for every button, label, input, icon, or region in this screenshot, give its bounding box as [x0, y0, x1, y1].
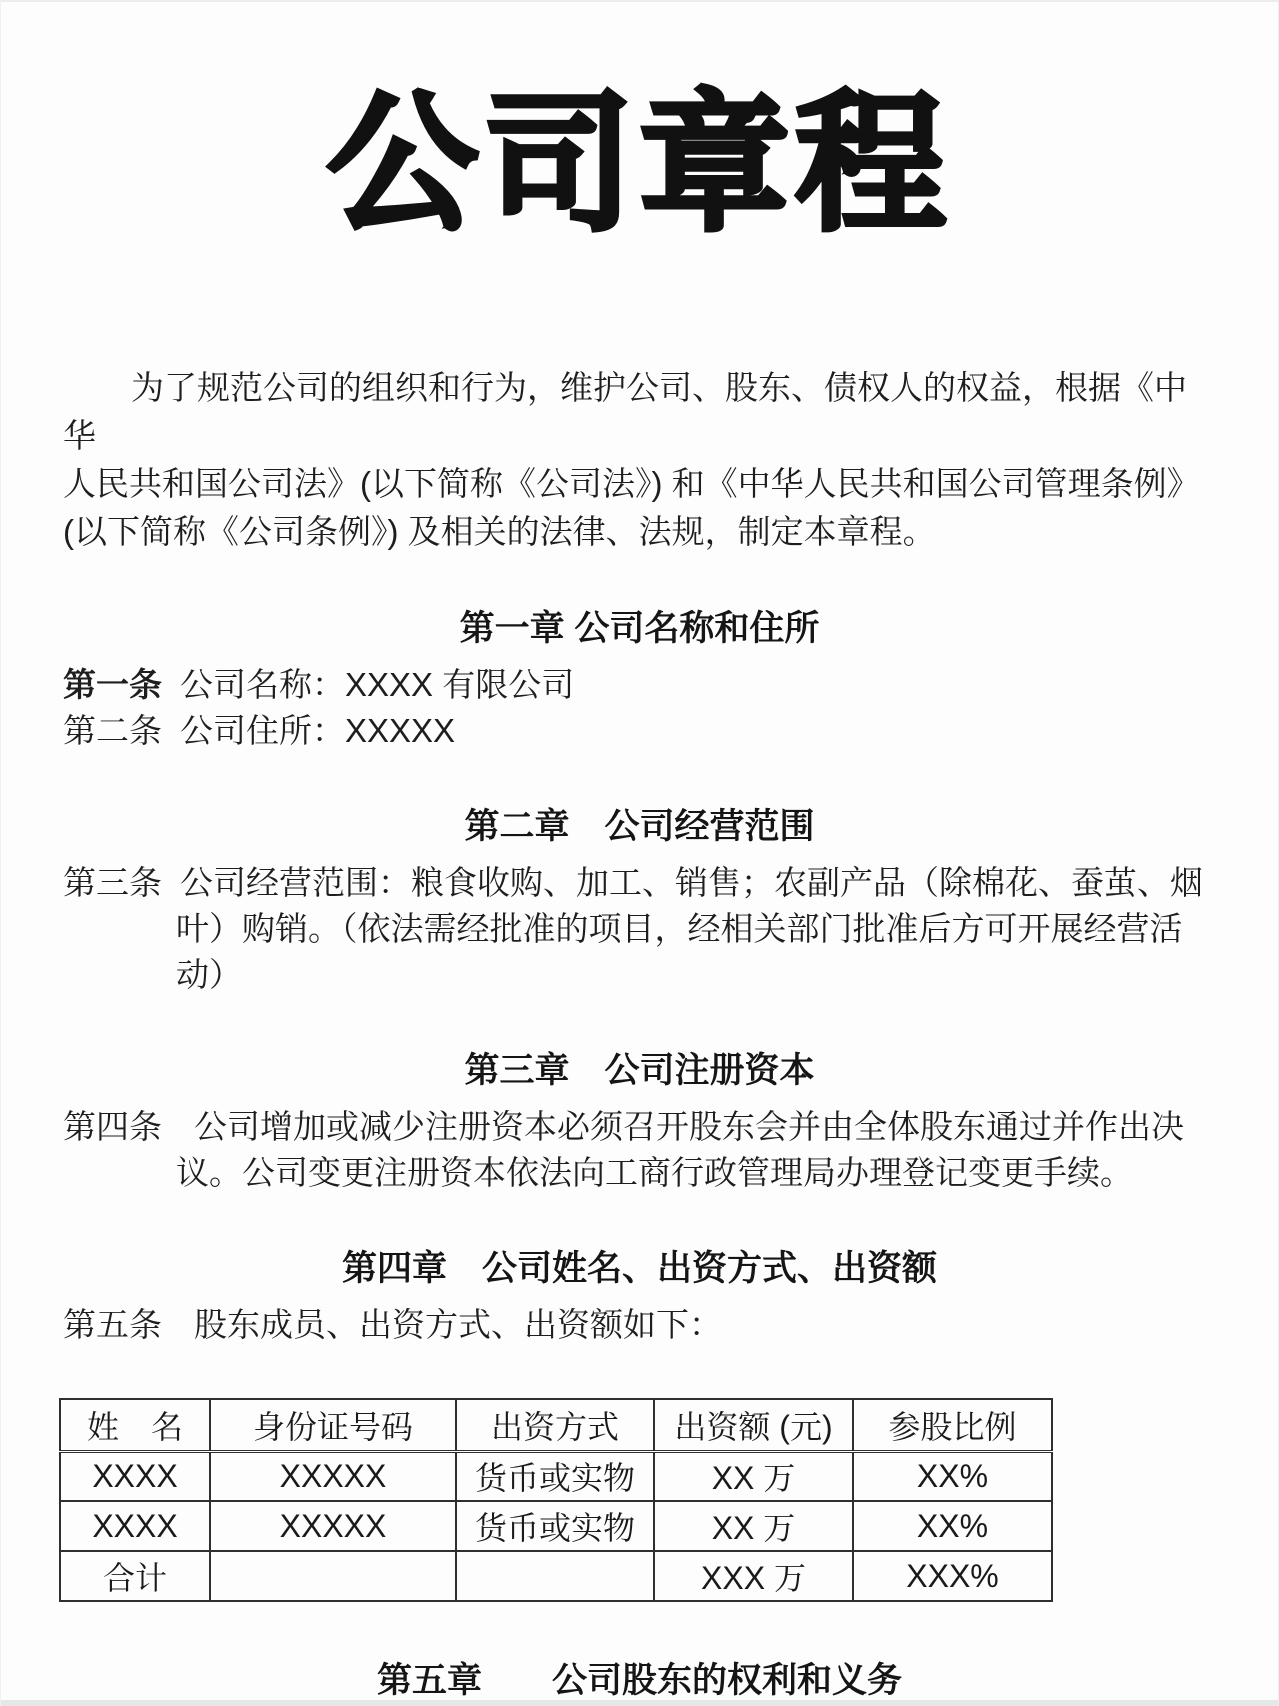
- table-header-name: 姓 名: [60, 1399, 210, 1451]
- chapter-heading-2: 第二章 公司经营范围: [464, 807, 815, 846]
- table-row: [60, 1451, 1052, 1501]
- table-header-contribution-amount: 出资额 (元): [654, 1399, 853, 1451]
- table-cell: XX%: [853, 1501, 1052, 1551]
- page-bottom-edge: [1, 1700, 1278, 1706]
- article-4-label: 第四条: [63, 1108, 162, 1145]
- document-title: 公司章程: [327, 80, 952, 248]
- table-cell: XX 万: [654, 1451, 853, 1501]
- article-1: [63, 662, 1214, 708]
- intro-line: 人民共和国公司法》(以下简称《公司法》) 和《中华人民共和国公司管理条例》: [63, 465, 1200, 502]
- article-1-text: 公司名称：XXXX 有限公司: [180, 666, 575, 703]
- article-5: [63, 1302, 1214, 1348]
- article-3-text-line: 动）: [176, 956, 242, 993]
- table-cell: XXXX: [60, 1501, 210, 1551]
- article-5-text: 股东成员、出资方式、出资额如下：: [194, 1306, 722, 1343]
- table-row-total: [60, 1551, 1052, 1601]
- article-2-text: 公司住所：XXXXX: [180, 712, 456, 749]
- shareholder-table: [59, 1398, 1053, 1602]
- article-4-text-line: 议。公司变更注册资本依法向工商行政管理局办理登记变更手续。: [176, 1154, 1133, 1191]
- article-5-label: 第五条: [63, 1306, 162, 1343]
- article-2-label: 第二条: [63, 712, 162, 749]
- table-cell: 货币或实物: [456, 1501, 654, 1551]
- chapter-heading-4: 第四章 公司姓名、出资方式、出资额: [341, 1249, 937, 1288]
- article-2: [63, 708, 1214, 754]
- table-header-share-ratio: 参股比例: [853, 1399, 1052, 1451]
- article-4-text-line: 公司增加或减少注册资本必须召开股东会并由全体股东通过并作出决: [194, 1108, 1184, 1145]
- table-cell: XXXX: [60, 1451, 210, 1501]
- table-row: [60, 1501, 1052, 1551]
- table-cell: XX%: [853, 1451, 1052, 1501]
- table-cell: XXXXX: [210, 1451, 456, 1501]
- table-header-contribution-method: 出资方式: [456, 1399, 654, 1451]
- table-header-id-number: 身份证号码: [210, 1399, 456, 1451]
- article-3: [63, 860, 1214, 998]
- table-cell: XXX%: [853, 1551, 1052, 1601]
- table-cell: XXXXX: [210, 1501, 456, 1551]
- table-cell: 合计: [60, 1551, 210, 1601]
- intro-paragraph: [63, 364, 1208, 556]
- article-3-text-line: 叶）购销。（依法需经批准的项目，经相关部门批准后方可开展经营活: [176, 910, 1183, 947]
- article-3-text-line: 公司经营范围：粮食收购、加工、销售；农副产品（除棉花、蚕茧、烟: [180, 864, 1203, 901]
- table-cell: [456, 1551, 654, 1601]
- chapter-heading-5: 第五章 公司股东的权利和义务: [376, 1661, 902, 1700]
- intro-line: 为了规范公司的组织和行为，维护公司、股东、债权人的权益，根据《中华: [63, 369, 1187, 454]
- chapter-heading-1: 第一章 公司名称和住所: [459, 609, 820, 648]
- table-cell: [210, 1551, 456, 1601]
- chapter-heading-3: 第三章 公司注册资本: [464, 1051, 815, 1090]
- table-header-row: [60, 1399, 1052, 1451]
- table-cell: XX 万: [654, 1501, 853, 1551]
- table-cell: XXX 万: [654, 1551, 853, 1601]
- table-cell: 货币或实物: [456, 1451, 654, 1501]
- article-1-label: 第一条: [63, 666, 162, 703]
- article-3-label: 第三条: [63, 864, 162, 901]
- intro-line: (以下简称《公司条例》) 及相关的法律、法规，制定本章程。: [63, 513, 936, 550]
- article-4: [63, 1104, 1214, 1196]
